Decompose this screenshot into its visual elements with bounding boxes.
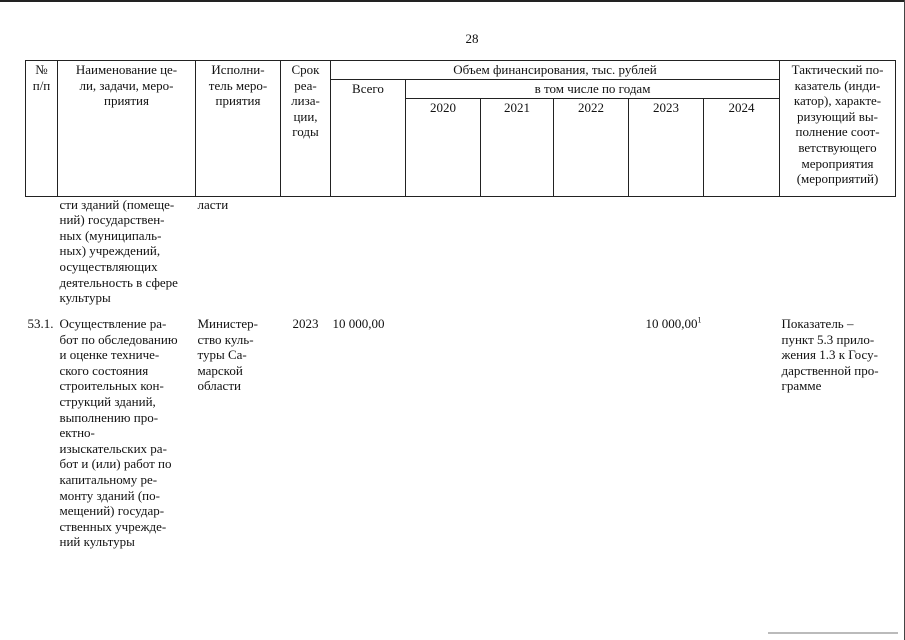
header-year-2020: 2020 (406, 98, 481, 196)
header-year-2022: 2022 (554, 98, 629, 196)
row-indicator: Показатель – пункт 5.3 прило- жения 1.3 к Госу- дарственной про- грамме (781, 316, 879, 394)
table-header (26, 61, 896, 197)
header-number: № п/п (26, 61, 58, 197)
row-number (26, 196, 58, 316)
row-name: Осуществление ра- бот по обследованию и оценке техниче- ского состояния строительных кон- струкций зданий, выполнению про- ектно- изыскательских ра- бот и (или) работ по капитальному ре- монту зданий (по- мещений) государ- ственных учрежде- ний культуры (59, 316, 178, 550)
row-total: 10 000,00 (332, 316, 385, 332)
row-term (281, 196, 331, 316)
header-executor: Исполни- тель меро- приятия (196, 61, 281, 197)
header-name: Наименование це- ли, задачи, меро- приятия (58, 61, 196, 197)
row-indicator (780, 196, 896, 316)
header-funding: Объем финансирования, тыс. рублей (331, 61, 780, 80)
footnote-mark: 1 (697, 315, 702, 325)
row-2020 (406, 316, 481, 550)
row-2021 (481, 316, 554, 550)
scan-artifact-line (768, 632, 898, 634)
table-row-53-1 (26, 316, 896, 550)
page-number: 28 (465, 31, 479, 46)
page-top-border (0, 0, 905, 2)
row-executor: ласти (197, 196, 229, 212)
row-2020 (406, 196, 481, 316)
row-2024 (704, 316, 780, 550)
financing-table (25, 60, 896, 550)
row-2023 (629, 196, 704, 316)
header-year-2023: 2023 (629, 98, 704, 196)
row-2023 (629, 316, 704, 550)
row-number: 53.1. (27, 316, 54, 332)
row-name: сти зданий (помеще- ний) государствен- ных (муниципаль- ных) учреждений, осуществляющих деятельность в сфере культуры (59, 196, 178, 306)
row-2022 (554, 316, 629, 550)
row-2024 (704, 196, 780, 316)
header-total: Всего (331, 80, 406, 197)
header-term: Срок реа- лиза- ции, годы (281, 61, 331, 197)
header-by-years: в том числе по годам (406, 80, 780, 99)
row-2021 (481, 196, 554, 316)
header-year-2021: 2021 (481, 98, 554, 196)
row-executor: Министер- ство куль- туры Са- марской области (197, 316, 258, 394)
row-term: 2023 (292, 316, 319, 332)
row-total (331, 196, 406, 316)
row-2022 (554, 196, 629, 316)
header-year-2024: 2024 (704, 98, 780, 196)
header-indicator: Тактический по- казатель (инди- катор), характе- ризующий вы- полнение соот- ветствующего мероприятия (мероприятий) (780, 61, 896, 197)
table-row-continuation (26, 196, 896, 316)
row-2023-value: 10 000,00 (645, 316, 698, 332)
